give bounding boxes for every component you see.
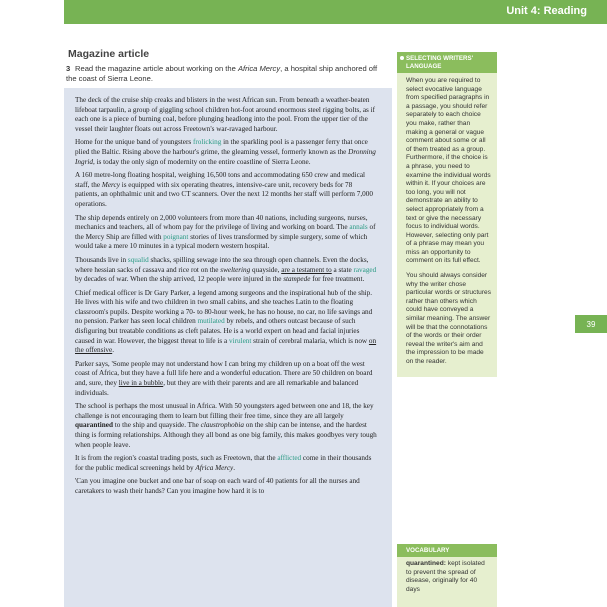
underlined-phrase: on the offensive <box>75 336 377 355</box>
vocabulary-heading: VOCABULARY <box>397 544 497 557</box>
highlighted-word: poignant <box>163 232 189 241</box>
article-paragraph: The ship depends entirely on 2,000 volunteers from more than 40 nations, including surgeons, nurses, mechanics and teachers, all of whom pay for the privilege of living and working on board. The annals of the Mercy Ship are filled with poignant stories of lives transformed by simple surgery, some of which would take a mere 10 minutes in a typical modern western hospital. <box>75 213 376 251</box>
section-heading: Magazine article <box>68 48 150 60</box>
article-paragraph: Parker says, 'Some people may not understand how I can bring my children up on a boat off the west coast of Africa, but they have a full life here and a wonderful education. There are 50 children on board and, sure, they live in a bubble, but they are with their parents and are all remarkable and balanced individuals. <box>75 359 373 397</box>
highlighted-word: virulent <box>229 336 252 345</box>
instruction-number: 3 <box>66 64 71 73</box>
highlighted-word: frolicking <box>192 138 222 147</box>
article-paragraph: Home for the unique band of youngsters frolicking in the sparkling pool is a passenger ferry that once plied the Baltic. Rising above the harbour's grime, the gleaming vessel, formerly known as the Dronning Ingrid, is today the only sign of modernity on the entire coastline of Sierra Leone. <box>75 138 376 166</box>
vocab-term-inline: quarantined <box>75 421 113 430</box>
highlighted-word: mutilated <box>197 317 225 326</box>
article-paragraph: Thousands live in squalid shacks, spilling sewage into the sea through open channels. Even the docks, where hessian sacks of cassava and rice rot on the sweltering quayside, are a testament to a state ravaged by decades of war. When the ship arrived, 12 people were injured in the stampede for free treatment. <box>75 255 377 284</box>
highlighted-word: squalid <box>127 255 149 264</box>
underlined-phrase: live in a bubble <box>118 379 164 388</box>
page-number: 39 <box>575 315 607 333</box>
vocabulary-box <box>397 544 497 607</box>
article-paragraph: Chief medical officer is Dr Gary Parker, a legend among surgeons and the inspirational hub of the ship. He lives with his wife and two children in two small cabins, and she teaches Latin to the floating classroom's pupils. Despite working a 70- to 80-hour week, he has no house, no car, no life savings and no pension. Parker has seen local children mutilated by rebels, and others outcast because of such disfiguring but treatable conditions as cleft palates. He is a world expert on head and facial injuries caused in war. However, the biggest threat to life is a virulent strain of cerebral malaria, which is now on the offensive. <box>75 288 377 355</box>
instruction-text: Read the magazine article about working on the <box>75 64 238 73</box>
unit-banner <box>64 0 607 24</box>
highlighted-word: afflicted <box>277 454 302 463</box>
magazine-article <box>64 88 392 607</box>
sidebar-paragraph: When you are required to select evocative language from specified paragraphs in a passage, you should refer separately to each choice you make, rather than making a general or vague comment about some or all of them treated as a group. Furthermore, if the choice is a phrase, you need to examine the individual words within it. If your choices are too long, you will not demonstrate an ability to select appropriately from a text or give the necessary focus to individual words. However, selecting only part of a phrase may mean you miss an opportunity to comment on its full effect. <box>406 77 491 265</box>
unit-title: Unit 4: Reading <box>506 5 587 17</box>
instruction-text-end: , a hospital ship anchored off the coast of Sierra Leone. <box>66 64 378 83</box>
article-paragraph: The school is perhaps the most unusual in Africa. With 50 youngsters aged between one and 18, the key challenge is not encouraging them to learn but filling their free time, since they are all largely quarantined to the ship and quayside. The claustrophobia on the ship can be intense, and the hardest thing is forming relationships. Although they all bond as one big family, this makes goodbyes very tough when people leave. <box>75 402 377 449</box>
underlined-phrase: are a testament to <box>281 265 332 274</box>
article-paragraph: It is from the region's coastal trading posts, such as Freetown, that the afflicted come in their thousands for the public medical screenings held by Africa Mercy. <box>75 454 372 472</box>
article-paragraph: 'Can you imagine one bucket and one bar of soap on each ward of 40 patients for all the nurses and caretakers to wash their hands? Can you imagine how hard it is to <box>75 477 360 495</box>
highlighted-word: ravaged <box>353 265 377 274</box>
vocabulary-entry: quarantined: kept isolated to prevent the spread of disease, originally for 40 days <box>406 560 485 593</box>
article-paragraph: A 160 metre-long floating hospital, weighing 16,500 tons and accommodating 650 crew and medical staff, the Mercy is equipped with six operating theatres, intensive-care unit, recovery beds for 78 patients, an ophthalmic unit and two CT scanners. Over the next 12 months her staff will perform 7,000 operations. <box>75 171 373 208</box>
instruction <box>66 64 386 84</box>
highlighted-word: annals <box>349 223 368 232</box>
instruction-ship-name: Africa Mercy <box>237 64 281 73</box>
sidebar-heading: SELECTING WRITERS' LANGUAGE <box>397 52 497 73</box>
sidebar-paragraph: You should always consider why the writer chose particular words or structures rather than others which could have conveyed a similar meaning. The answer will be that the connotations of the words or their order reveal the writer's aim and the impression to be made on the reader. <box>406 272 492 365</box>
tip-sidebar <box>397 52 497 377</box>
article-paragraph: The deck of the cruise ship creaks and blisters in the west African sun. From beneath a weather-beaten lifeboat tarpaulin, a group of giggling school children hot-foot around enormous steel rigging bolts, as if each one is a piece of burning coal, before plunging headlong into the pool. From the upper tier of the vessel their laughter floats out across Freetown's war-ravaged harbour. <box>75 96 376 133</box>
bullet-icon <box>400 56 404 60</box>
